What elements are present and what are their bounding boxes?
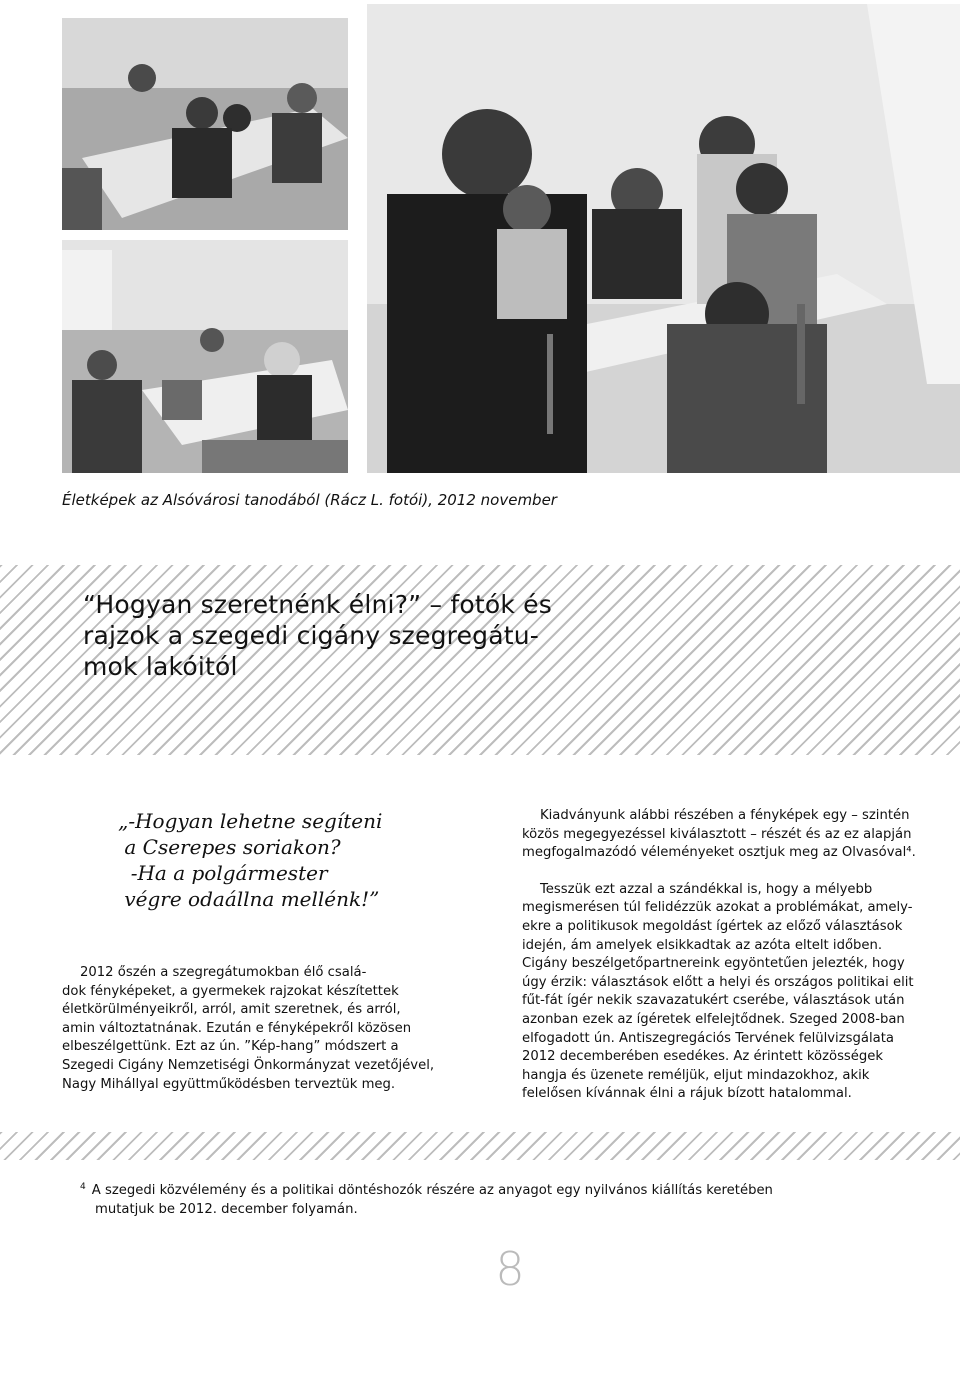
text-line: azonban ezek az ígéretek elfelejtődnek. Szeged 2008-ban [522, 1011, 905, 1027]
text-line: dok fényképeket, a gyermekek rajzokat készítettek [62, 983, 399, 999]
quote-line: „-Hogyan lehetne segíteni [118, 809, 383, 833]
text-line: 2012 őszén a szegregátumokban élő csalá- [80, 965, 367, 980]
quote-line: végre odaállna mellénk!” [118, 887, 380, 911]
text-line: fűt-fát ígér nekik szavazatukért cserébe, választások után [522, 993, 905, 1009]
footnote-line: mutatjuk be 2012. december folyamán. [95, 1202, 358, 1217]
text-line: Kiadványunk alábbi részében a fényképek egy – szintén [540, 808, 910, 823]
pull-quote [118, 808, 448, 912]
title-line: mok lakóitól [83, 652, 238, 681]
text-line: Szegedi Cigány Nemzetiségi Önkormányzat vezetőjével, [62, 1057, 435, 1073]
text-line: közös megegyezéssel kiválasztott – részét és az ez alapján [522, 826, 912, 842]
page-number: 8 [478, 1238, 542, 1300]
footnote-band-hatch [0, 1132, 960, 1160]
section-title [83, 589, 643, 682]
photo-classroom-top-left [62, 18, 348, 230]
title-line: “Hogyan szeretnénk élni?” – fotók és [83, 590, 552, 619]
text-line: Cigány beszélgetőpartnereink egyöntetűen jelezték, hogy [522, 956, 905, 972]
text-line: idején, ám amelyek elsikkadtak az azóta eltelt időben. [522, 937, 883, 953]
footnote-text: A szegedi közvélemény és a politikai döntéshozók részére az anyagot egy nyilvános kiállítás keretében [91, 1183, 773, 1198]
footnote [80, 1178, 880, 1219]
text-line: úgy érzik: választások előtt a helyi és országos politikai elit [522, 974, 914, 990]
text-line: ekre a politikusok megoldást ígértek az előző választások [522, 918, 903, 934]
title-line: rajzok a szegedi cigány szegregátu- [83, 621, 540, 650]
text-line: megfogalmazódó véleményeket osztjuk meg az Olvasóval⁴. [522, 845, 916, 861]
quote-line: a Cserepes soriakon? [118, 835, 341, 859]
text-line: életkörülményeikről, arról, amit szeretnek, és arról, [62, 1002, 401, 1018]
text-line: hangja és üzenete reméljük, eljut mindazokhoz, akik [522, 1067, 870, 1083]
right-paragraph-1 [522, 807, 958, 863]
photo-group-discussion [367, 4, 960, 473]
text-line: elfogadott ún. Antiszegregációs Tervének felülvizsgálata [522, 1030, 894, 1046]
text-line: elbeszélgettünk. Ezt az ún. ”Kép-hang” módszert a [62, 1039, 399, 1055]
right-paragraph-2 [522, 881, 958, 1104]
text-line: megismerésen túl felidézzük azokat a problémákat, amely- [522, 900, 913, 916]
right-column [522, 807, 958, 1104]
text-line: Tesszük ezt azzal a szándékkal is, hogy a mélyebb [540, 881, 873, 897]
text-line: amin változtatnának. Ezután e fényképekről közösen [62, 1020, 412, 1036]
photo-classroom-bottom-left [62, 240, 348, 473]
text-line: felelősen kívánnak élni a rájuk bízott hatalommal. [522, 1086, 852, 1102]
quote-line: -Ha a polgármester [118, 861, 328, 885]
text-line: 2012 decemberében esedékes. Az érintett közösségek [522, 1049, 884, 1065]
photo-caption: Életképek az Alsóvárosi tanodából (Rácz L. fotói), 2012 november [62, 491, 557, 509]
footnote-marker: 4 [80, 1182, 86, 1192]
left-column-paragraph [62, 964, 477, 1094]
text-line: Nagy Mihállyal együttműködésben terveztük meg. [62, 1076, 396, 1092]
footnote-line [80, 1178, 880, 1200]
